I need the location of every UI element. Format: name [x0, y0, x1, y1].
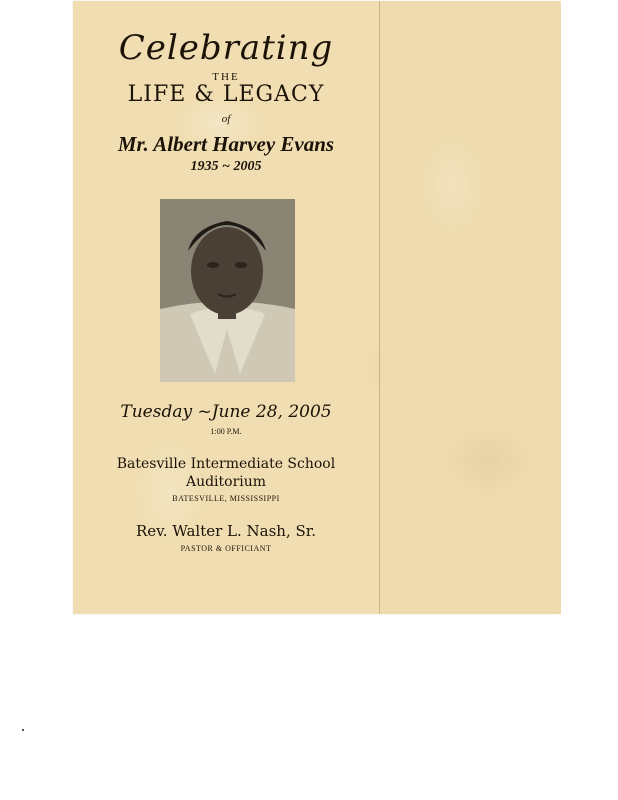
venue-city: BATESVILLE, MISSISSIPPI [172, 494, 280, 503]
heading-celebrating: Celebrating [118, 28, 334, 68]
officiant-role: PASTOR & OFFICIANT [180, 544, 272, 553]
portrait-photo [160, 199, 295, 382]
service-date: Tuesday ~June 28, 2005 [120, 402, 332, 422]
service-time: 1:00 P.M. [210, 427, 242, 436]
heading-of: of [221, 113, 231, 125]
venue-name-line1: Batesville Intermediate School [116, 456, 336, 472]
heading-the: THE [212, 71, 240, 83]
life-years: 1935 ~ 2005 [190, 159, 262, 174]
scan-speck [22, 729, 24, 731]
program-back-flap [379, 1, 561, 614]
venue-name-line2: Auditorium [185, 474, 267, 490]
officiant-name: Rev. Walter L. Nash, Sr. [135, 522, 317, 540]
heading-life-legacy: LIFE & LEGACY [127, 82, 325, 107]
deceased-name: Mr. Albert Harvey Evans [117, 132, 335, 156]
